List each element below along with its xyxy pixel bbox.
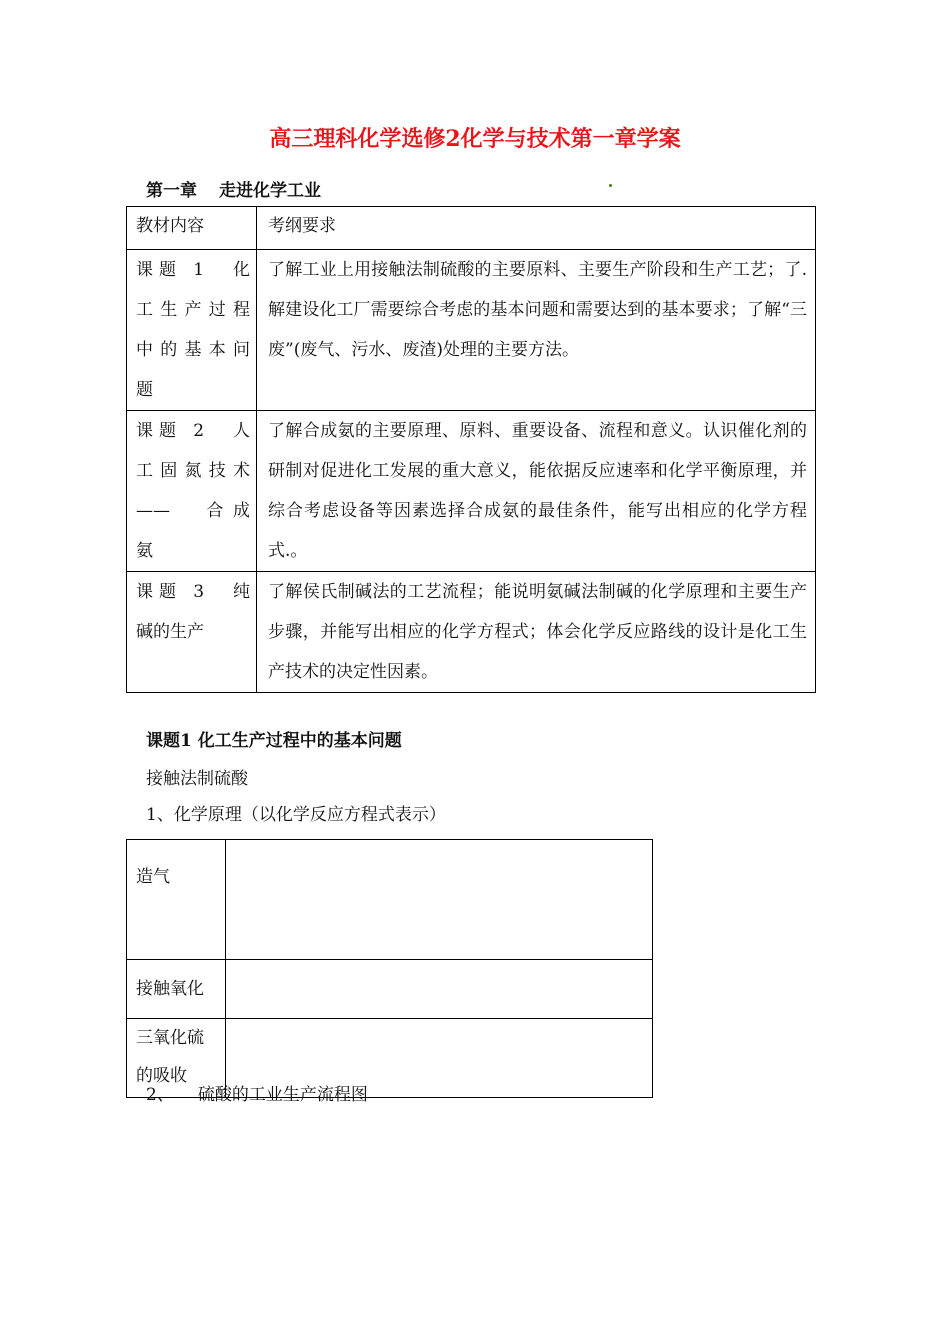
item-1-heading: 1、化学原理（以化学反应方程式表示） [146,805,446,825]
requirement-cell [257,250,816,411]
principle-table [126,839,653,1098]
chapter-name: 走进化学工业 [219,181,321,201]
topic-line: 氨 [136,541,153,561]
topic-line: 工固氮技术 [136,461,250,481]
item-2-heading [146,1080,368,1105]
topic-line: 碱的生产 [136,622,204,642]
topic-cell [127,250,257,411]
topic-line: 工生产过程 [136,300,250,320]
step-label: 造气 [136,867,170,887]
step-label: 三氧化硫 [136,1028,204,1048]
section-title: 课题1 化工生产过程中的基本问题 [146,731,402,751]
requirement-text: 了解工业上用接触法制硫酸的主要原料、主要生产阶段和生产工艺；了.解建设化工厂需要综合考虑的基本问题和需要达到的基本要求；了解“三废”(废气、污水、废渣)处理的主要方法。 [268,260,807,360]
header-requirements: 考纲要求 [257,207,816,250]
requirement-cell [257,411,816,572]
step-label-cell [127,960,226,1019]
table-row [127,840,653,960]
topic-line: 课题 3 纯 [136,582,250,602]
requirements-table [126,206,816,693]
table-row [127,960,653,1019]
table-row [127,411,816,572]
section-subtitle: 接触法制硫酸 [146,769,248,789]
step-label: 的吸收 [136,1066,187,1086]
table-row [127,572,816,693]
topic-line: 题 [136,380,153,400]
header-content: 教材内容 [127,207,257,250]
stray-dot [609,184,612,187]
topic-cell [127,411,257,572]
requirement-cell [257,572,816,693]
requirement-text: 了解合成氨的主要原理、原料、重要设备、流程和意义。认识催化剂的研制对促进化工发展的重大意义，能依据反应速率和化学平衡原理，并综合考虑设备等因素选择合成氨的最佳条件，能写出相应的化学方程式.。 [268,421,807,561]
topic-cell [127,572,257,693]
item-2-text: 硫酸的工业生产流程图 [197,1085,368,1105]
topic-line: 中的基本问 [136,340,250,360]
table-header-row [127,207,816,250]
step-label: 接触氧化 [136,979,204,999]
page-title: 高三理科化学选修2化学与技术第一章学案 [269,126,681,152]
equation-answer-cell[interactable] [226,840,653,960]
equation-answer-cell[interactable] [226,960,653,1019]
step-label-cell [127,840,226,960]
topic-line: 课题 2 人 [136,421,250,441]
chapter-label: 第一章 [146,181,197,201]
chapter-heading [146,176,321,201]
requirement-text: 了解侯氏制碱法的工艺流程；能说明氨碱法制碱的化学原理和主要生产步骤，并能写出相应的化学方程式；体会化学反应路线的设计是化工生产技术的决定性因素。 [268,582,807,682]
item-2-number: 2、 [146,1085,174,1105]
topic-line: 课题 1 化 [136,260,250,280]
topic-line: —— 合成 [136,501,250,521]
table-row [127,250,816,411]
